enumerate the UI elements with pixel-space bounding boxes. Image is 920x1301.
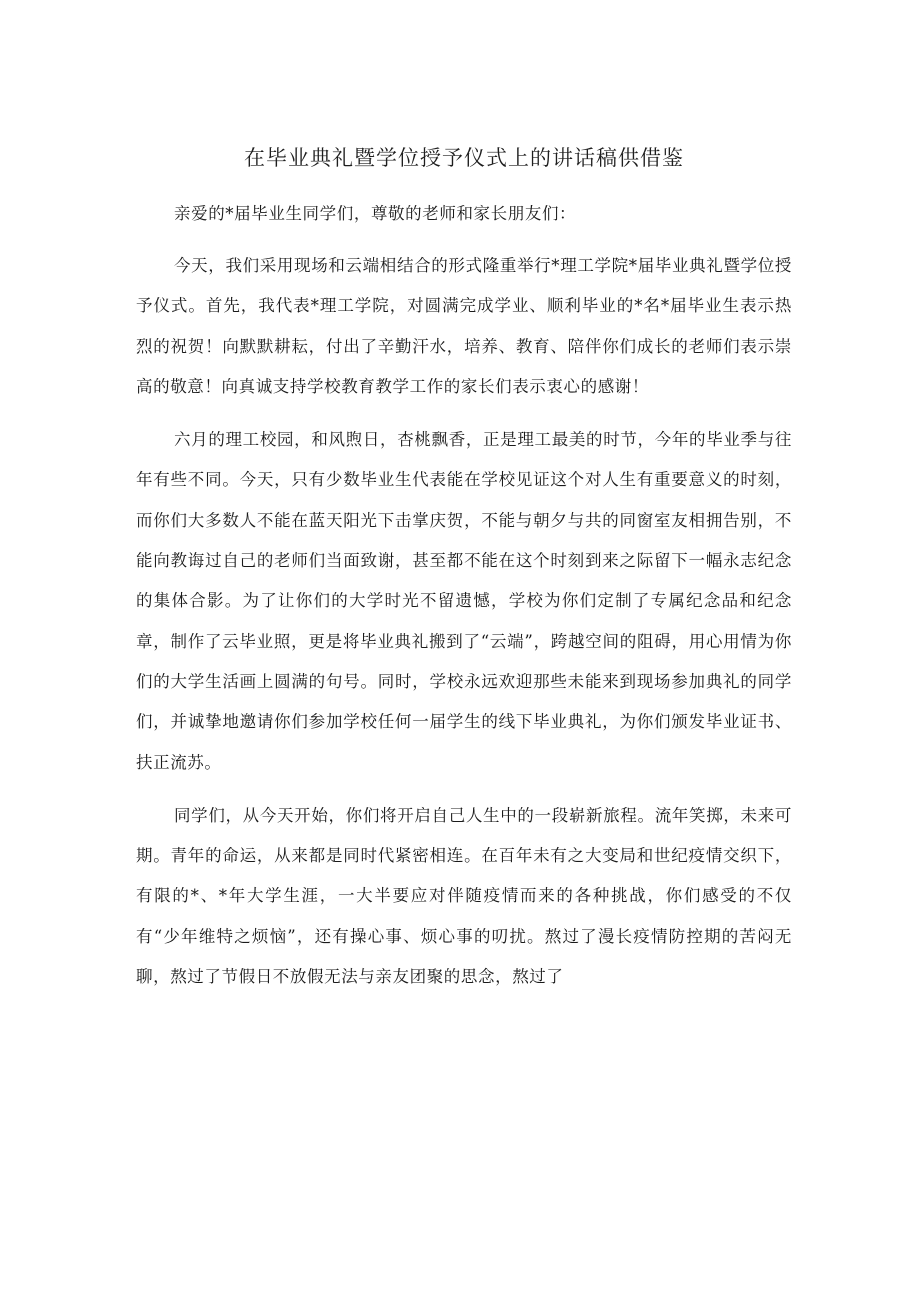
paragraph-2: 六月的理工校园，和风煦日，杏桃飘香，正是理工最美的时节，今年的毕业季与往年有些不同。今天，只有少数毕业生代表能在学校见证这个对人生有重要意义的时刻，而你们大多数人不能在蓝天阳光下击掌庆贺，不能与朝夕与共的同窗室友相拥告别，不能向教诲过自己的老师们当面致谢，甚至都不能在这个时刻到来之际留下一幅永志纪念的集体合影。为了让你们的大学时光不留遗憾，学校为你们定制了专属纪念品和纪念章，制作了云毕业照，更是将毕业典礼搬到了“云端”，跨越空间的阻碍，用心用情为你们的大学生活画上圆满的句号。同时，学校永远欢迎那些未能来到现场参加典礼的同学们，并诚挚地邀请你们参加学校任何一届学生的线下毕业典礼，为你们颁发毕业证书、扶正流苏。 <box>136 430 792 772</box>
document-title: 在毕业典礼暨学位授予仪式上的讲话稿供借鉴 <box>244 146 684 170</box>
paragraph-1: 今天，我们采用现场和云端相结合的形式隆重举行*理工学院*届毕业典礼暨学位授予仪式。首先，我代表*理工学院，对圆满完成学业、顺利毕业的*名*届毕业生表示热烈的祝贺！向默默耕耘，付出了辛勤汗水，培养、教育、陪伴你们成长的老师们表示崇高的敬意！向真诚支持学校教育教学工作的家长们表示衷心的感谢！ <box>136 256 792 396</box>
salutation: 亲爱的*届毕业生同学们，尊敬的老师和家长朋友们： <box>174 204 577 223</box>
paragraph-3: 同学们，从今天开始，你们将开启自己人生中的一段崭新旅程。流年笑掷，未来可期。青年的命运，从来都是同时代紧密相连。在百年未有之大变局和世纪疫情交织下，有限的*、*年大学生涯，一大半要应对伴随疫情而来的各种挑战，你们感受的不仅有“少年维特之烦恼”，还有操心事、烦心事的叨扰。熬过了漫长疫情防控期的苦闷无聊，熬过了节假日不放假无法与亲友团聚的思念，熬过了 <box>136 805 792 987</box>
